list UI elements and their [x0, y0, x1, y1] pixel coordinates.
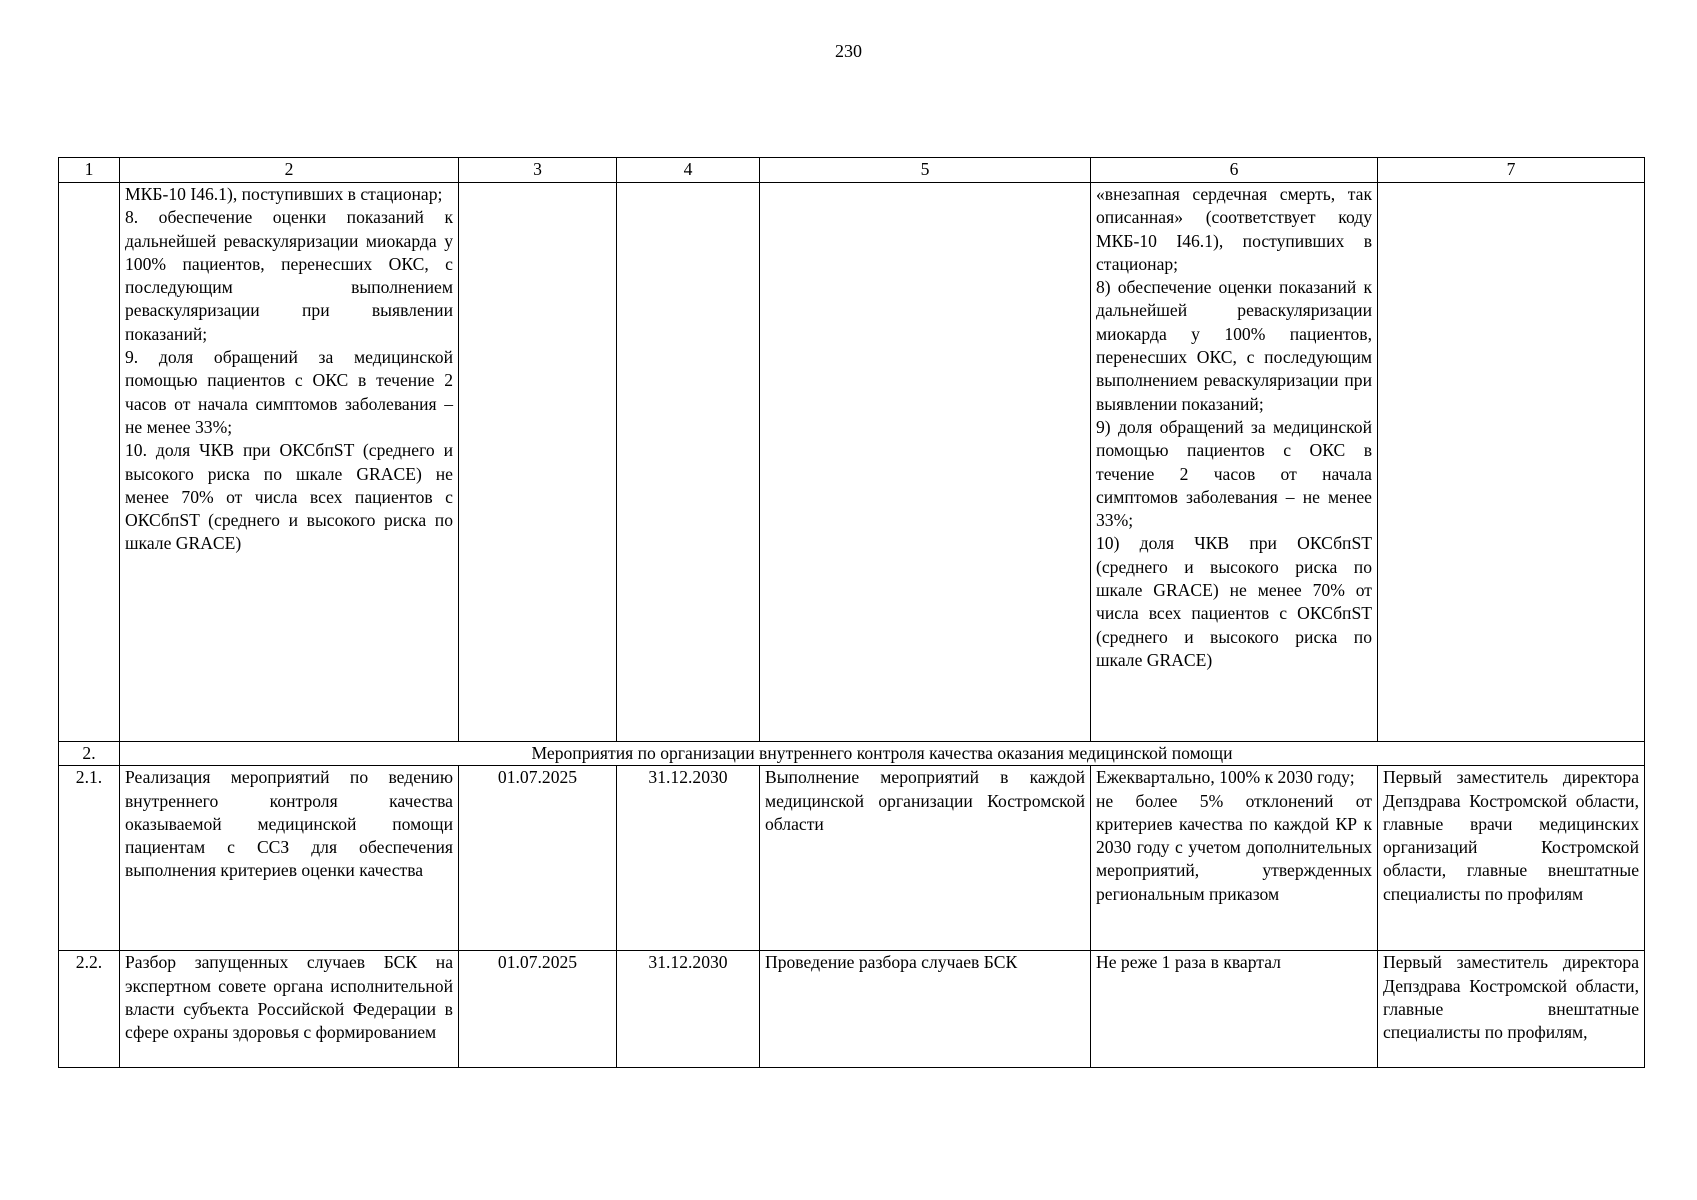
row-indicator-line: не более 5% отклонений от критериев качества по каждой КР к 2030 году с учетом дополнительных мероприятий, утвержденных региональным приказом	[1096, 790, 1372, 904]
continuation-responsible-cell	[1378, 183, 1645, 742]
continuation-indicator-line: 9) доля обращений за медицинской помощью пациентов с ОКС в течение 2 часов от начала симптомов заболевания – не менее 33%;	[1096, 416, 1372, 531]
column-number-2: 2	[120, 158, 459, 183]
column-number-1: 1	[59, 158, 120, 183]
row-activity: Разбор запущенных случаев БСК на экспертном совете органа исполнительной власти субъекта Российской Федерации в сфере охраны здоровья с формированием	[120, 951, 459, 1068]
column-number-7: 7	[1378, 158, 1645, 183]
row-indicator	[1091, 766, 1378, 951]
continuation-num-cell	[59, 183, 120, 742]
row-end-date: 31.12.2030	[617, 951, 760, 1068]
continuation-activity-line: МКБ-10 I46.1), поступивших в стационар;	[125, 184, 443, 204]
continuation-indicator-cell	[1091, 183, 1378, 742]
continuation-row	[59, 183, 1645, 742]
continuation-end-cell	[617, 183, 760, 742]
continuation-start-cell	[459, 183, 617, 742]
continuation-indicator-line: «внезапная сердечная смерть, так описанная» (соответствует коду МКБ-10 I46.1), поступивших в стационар;	[1096, 184, 1372, 274]
continuation-result-cell	[760, 183, 1091, 742]
row-start-date: 01.07.2025	[459, 951, 617, 1068]
continuation-activity-line: 8. обеспечение оценки показаний к дальнейшей реваскуляризации миокарда у 100% пациентов, перенесших ОКС, с последующим выполнением реваскуляризации при выявлении показаний;	[125, 207, 453, 344]
row-number: 2.1.	[59, 766, 120, 951]
row-end-date: 31.12.2030	[617, 766, 760, 951]
row-number: 2.2.	[59, 951, 120, 1068]
column-number-5: 5	[760, 158, 1091, 183]
column-number-row	[59, 158, 1645, 183]
row-indicator-line: Ежеквартально, 100% к 2030 году;	[1096, 767, 1355, 788]
row-indicator	[1091, 951, 1378, 1068]
row-responsible: Первый заместитель директора Депздрава Костромской области, главные внештатные специалисты по профилям,	[1378, 951, 1645, 1068]
row-result: Проведение разбора случаев БСК	[760, 951, 1091, 1068]
table-row	[59, 766, 1645, 951]
section-row	[59, 742, 1645, 766]
row-start-date: 01.07.2025	[459, 766, 617, 951]
row-indicator-line: Не реже 1 раза в квартал	[1096, 952, 1281, 973]
continuation-activity-line: 9. доля обращений за медицинской помощью пациентов с ОКС в течение 2 часов от начала симптомов заболевания – не менее 33%;	[125, 347, 453, 437]
continuation-indicator-line: 10) доля ЧКВ при ОКСбпST (среднего и высокого риска по шкале GRACE) не менее 70% от числа всех пациентов с ОКСбпST (среднего и высокого риска по шкале GRACE)	[1096, 533, 1372, 670]
continuation-indicator-line: 8) обеспечение оценки показаний к дальнейшей реваскуляризации миокарда у 100% пациентов, перенесших ОКС, с последующим выполнением реваскуляризации при выявлении показаний;	[1096, 277, 1372, 414]
continuation-activity-cell	[120, 183, 459, 742]
row-responsible: Первый заместитель директора Депздрава Костромской области, главные врачи медицинских организаций Костромской области, главные внештатные специалисты по профилям	[1378, 766, 1645, 951]
column-number-3: 3	[459, 158, 617, 183]
continuation-activity-line: 10. доля ЧКВ при ОКСбпST (среднего и высокого риска по шкале GRACE) не менее 70% от числа всех пациентов с ОКСбпST (среднего и высокого риска по шкале GRACE)	[125, 440, 453, 554]
column-number-6: 6	[1091, 158, 1378, 183]
section-title: Мероприятия по организации внутреннего контроля качества оказания медицинской помощи	[120, 742, 1645, 766]
page-number: 230	[835, 41, 862, 61]
row-result: Выполнение мероприятий в каждой медицинской организации Костромской области	[760, 766, 1091, 951]
section-number: 2.	[59, 742, 120, 766]
table-row	[59, 951, 1645, 1068]
plan-table	[58, 157, 1645, 1068]
row-activity: Реализация мероприятий по ведению внутреннего контроля качества оказываемой медицинской помощи пациентам с ССЗ для обеспечения выполнения критериев оценки качества	[120, 766, 459, 951]
column-number-4: 4	[617, 158, 760, 183]
